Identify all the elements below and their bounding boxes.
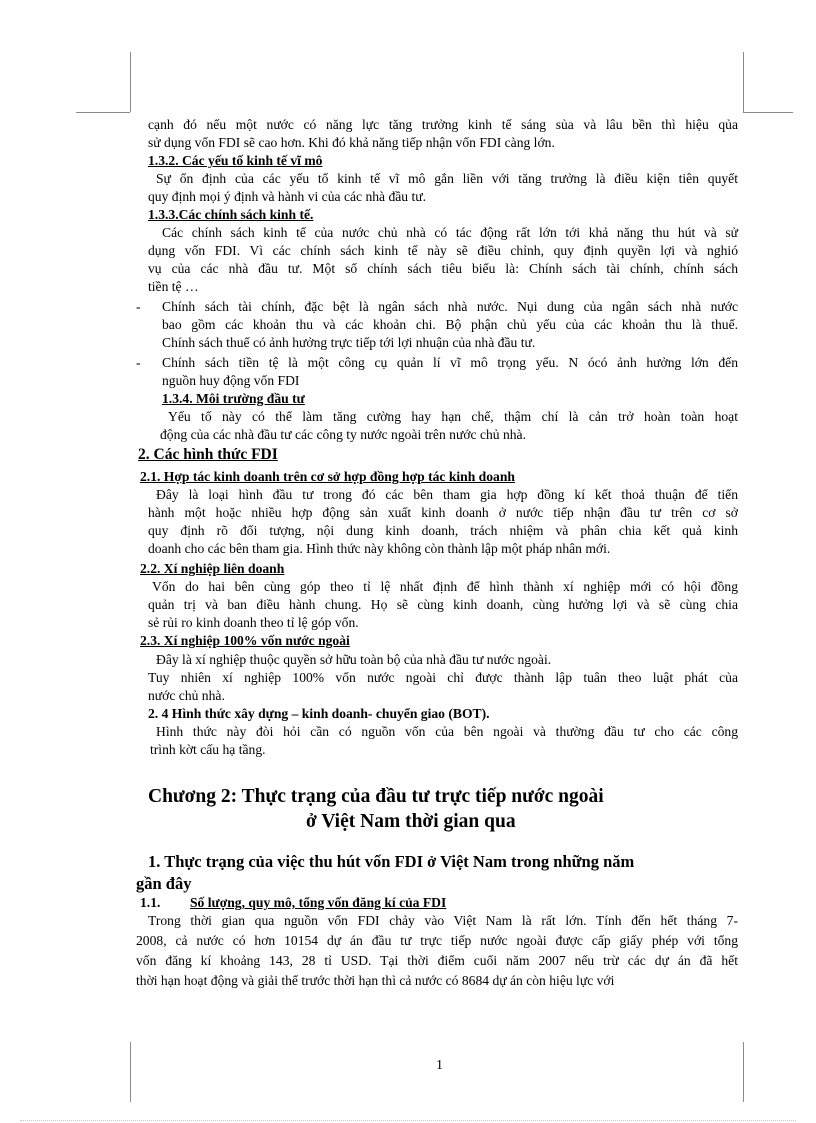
paragraph-line: cạnh đó nếu một nước có năng lực tăng trưởng kinh tế sáng sủa và lâu bền thì hiệu qủa: [148, 117, 738, 132]
paragraph-line: động của các nhà đầu tư các công ty nước ngoài trên nước chủ nhà.: [160, 427, 526, 442]
section-heading-2-4: 2. 4 Hình thức xây dựng – kinh doanh- chuyển giao (BOT).: [148, 706, 490, 721]
paragraph-line: quy định mọi ý định và hành vi của các nhà đầu tư.: [148, 189, 427, 204]
paragraph-line: hành một hoặc nhiều hợp động sản xuất kinh doanh ở nước tiếp nhận đầu tư trên cơ sở: [148, 505, 738, 520]
section-heading-2-3: 2.3. Xí nghiệp 100% vốn nước ngoài: [140, 633, 350, 648]
crop-mark-top-right-h: [743, 112, 793, 113]
paragraph-line: Sự ổn định của các yếu tố kinh tế vĩ mô gắn liền với tăng trưởng là điều kiện tiên quyết: [156, 171, 738, 186]
section-heading-2-2: 2.2. Xí nghiệp liên doanh: [140, 561, 285, 576]
crop-mark-bottom-left: [130, 1042, 131, 1102]
crop-mark-top-right: [743, 52, 744, 112]
chapter-title-line-2: ở Việt Nam thời gian qua: [306, 811, 516, 832]
bullet-line: nguồn huy động vốn FDI: [162, 373, 300, 388]
bullet-line: Chính sách tài chính, đặc bệt là ngân sách nhà nước. Nụi dung của ngân sách nhà nước: [162, 299, 738, 314]
paragraph-line: Đây là loại hình đầu tư trong đó các bên tham gia hợp đồng kí kết thoả thuận để tiến: [156, 487, 738, 502]
paragraph-line: Vốn do hai bên cùng góp theo tỉ lệ nhất định để hình thành xí nghiệp mới có hội đồng: [152, 579, 738, 594]
chapter-title-line-1: Chương 2: Thực trạng của đầu tư trực tiếp nước ngoài: [148, 786, 604, 807]
paragraph-line: sẻ rủi ro kinh doanh theo tỉ lệ góp vốn.: [148, 615, 359, 630]
section-heading-1-3-3: 1.3.3.Các chính sách kinh tế.: [148, 207, 314, 222]
paragraph-line: Yếu tố này có thể làm tăng cường hay hạn chế, thậm chí là cản trở hoàn toàn hoạt: [168, 409, 738, 424]
paragraph-line: Các chính sách kinh tế của nước chủ nhà có tác động rất lớn tới khả năng thu hút và sử: [162, 225, 738, 240]
paragraph-line: Tuy nhiên xí nghiệp 100% vốn nước ngoài chỉ được thành lập tuân theo luật phát của: [148, 670, 738, 685]
paragraph-line: tiền tệ …: [148, 279, 199, 294]
paragraph-line: quản trị và ban điều hành chung. Họ sẽ cùng kinh doanh, cùng hưởng lợi và sẽ cùng chia: [148, 597, 738, 612]
paragraph-line: vốn đăng kí khoảng 143, 28 tỉ USD. Tại thời điểm cuối năm 2007 nếu trừ các dự án đã hết: [136, 953, 738, 968]
paragraph-line: 2008, cả nước có hơn 10154 dự án đầu tư trực tiếp nước ngoài được cấp giấy phép với tổng: [136, 933, 738, 948]
paragraph-line: Trong thời gian qua nguồn vốn FDI chảy vào Việt Nam là rất lớn. Tính đến hết tháng 7-: [148, 913, 738, 928]
bullet-line: Chính sách tiền tệ là một công cụ quản lí vĩ mô trọng yếu. N ócó ảnh hưởng lớn đến: [162, 355, 738, 370]
chapter-section-heading-line-2: gần đây: [136, 874, 192, 893]
paragraph-line: sử dụng vốn FDI sẽ cao hơn. Khi đó khả năng tiếp nhận vốn FDI càng lớn.: [148, 135, 555, 150]
paragraph-line: dụng vốn FDI. Vì các chính sách kinh tế này sẽ điều chỉnh, quy định quyền lợi và nghió: [148, 243, 738, 258]
page-bottom-divider: [20, 1120, 796, 1121]
paragraph-line: thời hạn hoạt động và giải thể trước thời hạn thì cả nước có 8684 dự án còn hiệu lực với: [136, 973, 615, 988]
crop-mark-top-left: [130, 52, 131, 112]
paragraph-line: Hình thức này đòi hỏi cần có nguồn vốn của bên ngoài và thường đầu tư cho các công: [156, 724, 738, 739]
crop-mark-top-left-h: [76, 112, 130, 113]
paragraph-line: trình kờt cấu hạ tầng.: [150, 742, 266, 757]
subsection-number: 1.1.: [140, 895, 161, 910]
section-heading-2-1: 2.1. Hợp tác kinh doanh trên cơ sở hợp đồng hợp tác kinh doanh: [140, 469, 515, 484]
section-heading-2: 2. Các hình thức FDI: [138, 446, 278, 463]
section-heading-1-3-2: 1.3.2. Các yếu tố kinh tế vĩ mô: [148, 153, 323, 168]
paragraph-line: nước chủ nhà.: [148, 688, 225, 703]
page-number: 1: [436, 1058, 443, 1073]
bullet-line: Chính sách thuế có ảnh hưởng trực tiếp tới lợi nhuận của nhà đầu tư.: [162, 335, 536, 350]
paragraph-line: vụ của các nhà đầu tư. Một số chính sách tiêu biểu là: Chính sách tài chính, chính sách: [148, 261, 738, 276]
paragraph-line: doanh cho các bên tham gia. Hình thức này không còn thành lập một pháp nhân mới.: [148, 541, 611, 556]
subsection-heading-1-1: Số lượng, quy mô, tổng vốn đăng kí của FDI: [190, 895, 447, 910]
crop-mark-bottom-right: [743, 1042, 744, 1102]
chapter-section-heading-line-1: 1. Thực trạng của việc thu hút vốn FDI ở Việt Nam trong những năm: [148, 852, 635, 871]
bullet-dash: -: [136, 355, 141, 370]
bullet-line: bao gồm các khoản thu và các khoản chi. Bộ phận chủ yếu của các khoản thu là thuế.: [162, 317, 738, 332]
section-heading-1-3-4: 1.3.4. Môi trường đầu tư: [162, 391, 305, 406]
bullet-dash: -: [136, 299, 141, 314]
paragraph-line: quy định rõ đối tượng, nội dung kinh doanh, trách nhiệm và phân chia kết quả kinh: [148, 523, 738, 538]
paragraph-line: Đây là xí nghiệp thuộc quyền sở hữu toàn bộ của nhà đầu tư nước ngoài.: [156, 652, 552, 667]
